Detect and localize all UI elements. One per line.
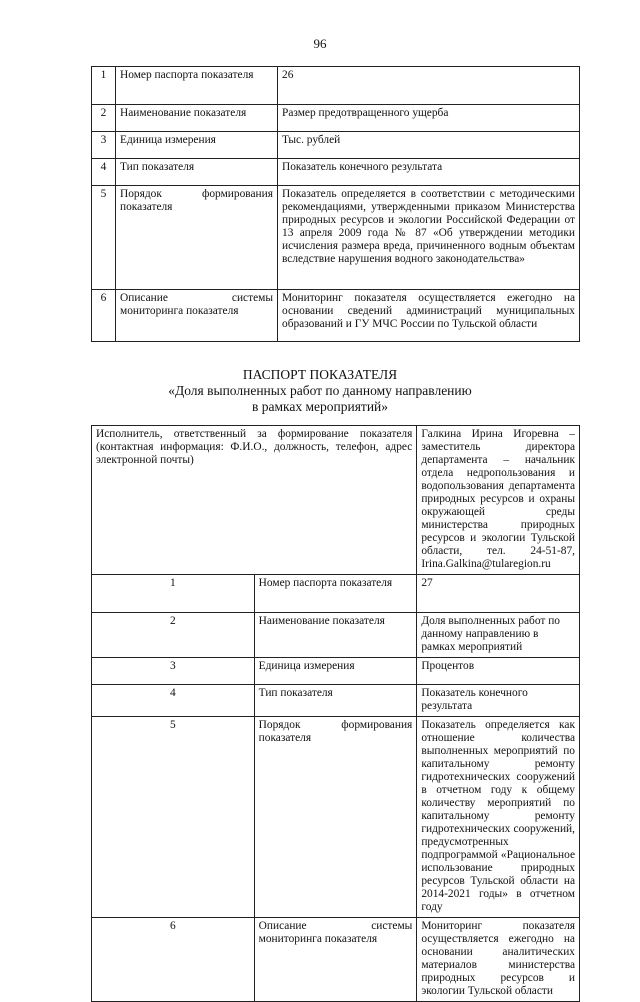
row-number: 3 [92, 132, 116, 159]
row-number: 4 [92, 159, 116, 186]
row-label: Порядок формирования показателя [254, 717, 417, 918]
row-number: 4 [92, 685, 255, 717]
row-value: Показатель определяется в соответствии с методическими рекомендациями, утвержденными приказом Министерства природных ресурсов и экологии Российской Федерации от 13 апреля 2009 года № 87 «Об утверждении методики исчисления размера вреда, причиненного водным объектам вследствие нарушения водного законодательства» [278, 186, 580, 290]
row-label: Описание системы мониторинга показателя [116, 290, 278, 342]
table-row [92, 132, 580, 159]
passport-title: ПАСПОРТ ПОКАЗАТЕЛЯ [242, 367, 398, 382]
row-label: Наименование показателя [254, 613, 417, 658]
row-label: Номер паспорта показателя [254, 575, 417, 613]
table-row [92, 575, 580, 613]
row-number: 6 [92, 290, 116, 342]
row-value: Размер предотвращенного ущерба [278, 105, 580, 132]
row-value: Мониторинг показателя осуществляется ежегодно на основании сведений администраций муниципальных образований и ГУ МЧС России по Тульской области [278, 290, 580, 342]
row-label: Порядок формирования показателя [116, 186, 278, 290]
row-value: 26 [278, 67, 580, 105]
row-value: 27 [417, 575, 580, 613]
table-row [92, 613, 580, 658]
row-number: 3 [92, 658, 255, 685]
row-value: Доля выполненных работ по данному направлению в рамках мероприятий [417, 613, 580, 658]
row-number: 5 [92, 186, 116, 290]
row-label: Наименование показателя [116, 105, 278, 132]
table-row [92, 717, 580, 918]
executor-value: Галкина Ирина Игоревна – заместитель директора департамента – начальник отдела недропользования и водопользования департамента природных ресурсов и охраны окружающей среды министерства природных ресурсов и экологии Тульской области, тел. 24-51-87, Irina.Galkina@tularegion.ru [417, 426, 580, 575]
row-value: Показатель определяется как отношение количества выполненных мероприятий по капитальному ремонту гидротехнических сооружений в отчетном году к общему количеству мероприятий по капитальному ремонту гидротехнических сооружений, предусмотренных подпрограммой «Рациональное использование природных ресурсов Тульской области на 2014-2021 годы» в отчетном году [417, 717, 580, 918]
table-row [92, 658, 580, 685]
table-row [92, 186, 580, 290]
table-row [92, 685, 580, 717]
row-label: Номер паспорта показателя [116, 67, 278, 105]
row-label: Тип показателя [116, 159, 278, 186]
row-label: Описание системы мониторинга показателя [254, 918, 417, 1002]
row-number: 2 [92, 613, 255, 658]
table-row [92, 67, 580, 105]
row-value: Показатель конечного результата [417, 685, 580, 717]
row-label: Единица измерения [254, 658, 417, 685]
row-value: Процентов [417, 658, 580, 685]
table-row [92, 105, 580, 132]
row-number: 1 [92, 67, 116, 105]
page-number: 96 [313, 36, 327, 51]
indicator-passport-table-27 [91, 425, 580, 1002]
row-label: Единица измерения [116, 132, 278, 159]
row-number: 5 [92, 717, 255, 918]
row-number: 1 [92, 575, 255, 613]
row-number: 6 [92, 918, 255, 1002]
executor-row [92, 426, 580, 575]
row-value: Показатель конечного результата [278, 159, 580, 186]
executor-label: Исполнитель, ответственный за формирование показателя (контактная информация: Ф.И.О., должность, телефон, адрес электронной почты) [92, 426, 417, 575]
table-row [92, 159, 580, 186]
passport-heading [0, 367, 640, 415]
passport-subtitle: «Доля выполненных работ по данному направлению в рамках мероприятий» [168, 383, 472, 414]
row-value: Мониторинг показателя осуществляется ежегодно на основании аналитических материалов министерства природных ресурсов и экологии Тульской области [417, 918, 580, 1002]
row-label: Тип показателя [254, 685, 417, 717]
row-number: 2 [92, 105, 116, 132]
row-value: Тыс. рублей [278, 132, 580, 159]
indicator-passport-table-26 [91, 66, 580, 342]
table-row [92, 918, 580, 1002]
table-row [92, 290, 580, 342]
